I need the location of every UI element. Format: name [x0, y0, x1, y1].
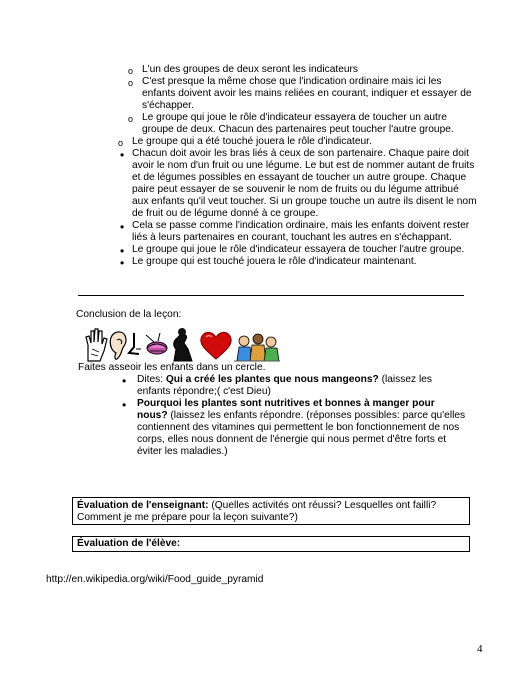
- main-item-1: Le groupe qui a été touché jouera le rôle d'indicateur.: [132, 136, 372, 147]
- subitem-3: Le groupe qui joue le rôle d'indicateur essayera de toucher un autre groupe de deux. Chacun des partenaires peut toucher l'autre groupe.: [142, 112, 454, 136]
- bullet-icon: •: [120, 220, 125, 234]
- dites-label: Dites:: [137, 374, 166, 385]
- main-item-3: Cela se passe comme l'indication ordinaire, mais les enfants doivent rester liés à leurs partenaires en courant, touchant les autres en s'échappant.: [132, 220, 470, 244]
- main-item-4: Le groupe qui joue le rôle d'indicateur essayera de toucher l'autre groupe.: [132, 244, 465, 255]
- circle-bullet-icon: o: [128, 78, 134, 88]
- circle-instruction: Faites asseoir les enfants dans un cercle.: [78, 362, 266, 373]
- main-item-2: Chacun doit avoir les bras liés à ceux de son partenaire. Chaque paire doit avoir le nom d'un fruit ou une légume. Le but est de nommer autant de fruits et de légumes possibles en essayant de toucher un autre groupe. Chaque paire peut essayer de se souvenir le nom de fruits ou du légume attribué aux enfants qu'il veut toucher. Si un groupe touche un autre ils disent le nom de fruit ou de légume donné à ce groupe.: [132, 148, 477, 220]
- question-1-bold: Qui a créé les plantes que nous mangeons?: [165, 374, 379, 385]
- senses-icon-strip: [84, 325, 280, 365]
- bullet-icon: •: [122, 374, 127, 388]
- children-group-icon: [234, 334, 280, 361]
- reference-link[interactable]: http://en.wikipedia.org/wiki/Food_guide_pyramid: [46, 574, 264, 585]
- conclusion-title: Conclusion de la leçon:: [76, 309, 182, 320]
- teacher-evaluation-box: [72, 497, 470, 525]
- circle-bullet-icon: o: [128, 114, 134, 124]
- ear-icon: [110, 332, 126, 359]
- bullet-icon: •: [120, 256, 125, 270]
- question-2: [137, 398, 467, 458]
- question-1: [137, 374, 467, 398]
- circle-bullet-icon: o: [128, 66, 134, 76]
- bullet-icon: •: [122, 398, 127, 412]
- nose-icon: [129, 333, 141, 354]
- page-number: 4: [477, 643, 483, 655]
- subitem-1: L'un des groupes de deux seront les indicateurs: [142, 64, 359, 75]
- heart-icon: [201, 332, 231, 359]
- question-1-note: (laissez les enfants répondre;( c'est Dieu): [137, 374, 432, 398]
- bullet-icon: •: [120, 148, 125, 162]
- main-item-5: Le groupe qui est touché jouera le rôle d'indicateur maintenant.: [132, 256, 417, 267]
- teacher-evaluation-prompt: (Quelles activités ont réussi? Lesquelles ont failli? Comment je me prépare pour la leçon suivante?): [77, 500, 437, 524]
- teacher-evaluation-label: Évaluation de l'enseignant:: [77, 500, 209, 511]
- circle-bullet-icon: o: [118, 138, 124, 148]
- dog-icon: [174, 328, 192, 361]
- student-evaluation-box: [72, 536, 470, 552]
- student-evaluation-label: Évaluation de l'élève:: [77, 538, 181, 549]
- tongue-icon: [146, 333, 167, 354]
- section-divider: [78, 295, 464, 296]
- bullet-icon: •: [120, 244, 125, 258]
- subitem-2: C'est presque la même chose que l'indication ordinaire mais ici les enfants doivent avoir les mains reliées en courant, indiquer et essayer de s'échapper.: [142, 76, 472, 112]
- hand-icon: [86, 329, 107, 361]
- question-2-bold: Pourquoi les plantes sont nutritives et bonnes à manger pour nous?: [137, 398, 435, 422]
- question-2-note: (laissez les enfants répondre. (réponses possibles: parce qu'elles contiennent des vitamines qui permettent le bon fonctionnement de nos corps, elles nous donnent de l'énergie qui nous permet d'être forts et éviter les maladies.): [137, 410, 466, 458]
